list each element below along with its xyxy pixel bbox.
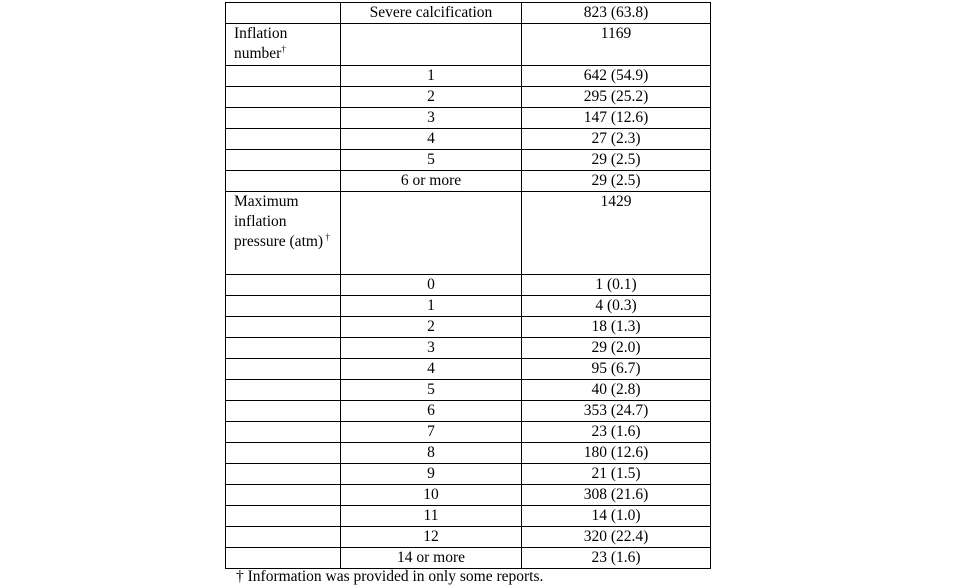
row-label: Inflation number† [226,24,341,66]
row-category: Severe calcification [341,3,522,24]
row-label [226,485,341,506]
table-row [226,296,711,317]
row-value: 29 (2.0) [522,338,711,359]
row-category: 4 [341,129,522,150]
table-row [226,3,711,24]
row-label: Maximum inflation pressure (atm) † [226,192,341,275]
row-category: 3 [341,338,522,359]
table-row [226,380,711,401]
table-row [226,506,711,527]
row-value: 23 (1.6) [522,422,711,443]
row-value: 1429 [522,192,711,275]
dagger-mark: † [281,44,286,54]
table-row [226,317,711,338]
row-label [226,443,341,464]
table-row [226,548,711,569]
table-row [226,171,711,192]
row-value: 95 (6.7) [522,359,711,380]
row-value: 29 (2.5) [522,171,711,192]
row-value: 320 (22.4) [522,527,711,548]
row-category: 11 [341,506,522,527]
row-label [226,464,341,485]
table-row [226,527,711,548]
row-category: 5 [341,380,522,401]
row-value: 1169 [522,24,711,66]
row-category: 5 [341,150,522,171]
table-row [226,464,711,485]
row-value: 180 (12.6) [522,443,711,464]
row-category: 6 [341,401,522,422]
row-category: 10 [341,485,522,506]
row-value: 295 (25.2) [522,87,711,108]
table-row [226,359,711,380]
row-category: 1 [341,66,522,87]
row-value: 147 (12.6) [522,108,711,129]
row-category: 1 [341,296,522,317]
dagger-mark: † [323,232,330,242]
row-label [226,422,341,443]
row-category: 6 or more [341,171,522,192]
row-value: 27 (2.3) [522,129,711,150]
row-label [226,3,341,24]
row-value: 308 (21.6) [522,485,711,506]
row-value: 23 (1.6) [522,548,711,569]
row-label [226,527,341,548]
footnote: † Information was provided in only some reports. [236,568,544,585]
table-row [226,401,711,422]
row-value: 14 (1.0) [522,506,711,527]
row-value: 29 (2.5) [522,150,711,171]
row-value: 21 (1.5) [522,464,711,485]
row-category: 9 [341,464,522,485]
row-value: 40 (2.8) [522,380,711,401]
row-label [226,129,341,150]
row-label [226,506,341,527]
table-row [226,443,711,464]
row-label [226,66,341,87]
row-label [226,171,341,192]
table-row [226,485,711,506]
table-row [226,66,711,87]
row-category: 8 [341,443,522,464]
table-row [226,275,711,296]
row-label [226,317,341,338]
table-row [226,422,711,443]
row-category: 0 [341,275,522,296]
row-label [226,108,341,129]
row-label [226,275,341,296]
table-row [226,129,711,150]
table-row [226,192,711,275]
row-category: 7 [341,422,522,443]
row-category: 4 [341,359,522,380]
row-value: 4 (0.3) [522,296,711,317]
row-category: 3 [341,108,522,129]
row-category: 14 or more [341,548,522,569]
row-category: 12 [341,527,522,548]
row-category: 2 [341,87,522,108]
row-value: 18 (1.3) [522,317,711,338]
table-row [226,24,711,66]
row-label [226,401,341,422]
row-label [226,380,341,401]
table-row [226,150,711,171]
row-category: 2 [341,317,522,338]
table-row [226,87,711,108]
row-label [226,359,341,380]
row-category [341,192,522,275]
row-label [226,150,341,171]
row-label [226,338,341,359]
row-value: 353 (24.7) [522,401,711,422]
data-table [225,2,711,569]
row-label [226,87,341,108]
row-value: 642 (54.9) [522,66,711,87]
row-value: 823 (63.8) [522,3,711,24]
row-category [341,24,522,66]
table-row [226,108,711,129]
row-label [226,296,341,317]
table-row [226,338,711,359]
row-value: 1 (0.1) [522,275,711,296]
row-label [226,548,341,569]
table-body [226,3,711,569]
